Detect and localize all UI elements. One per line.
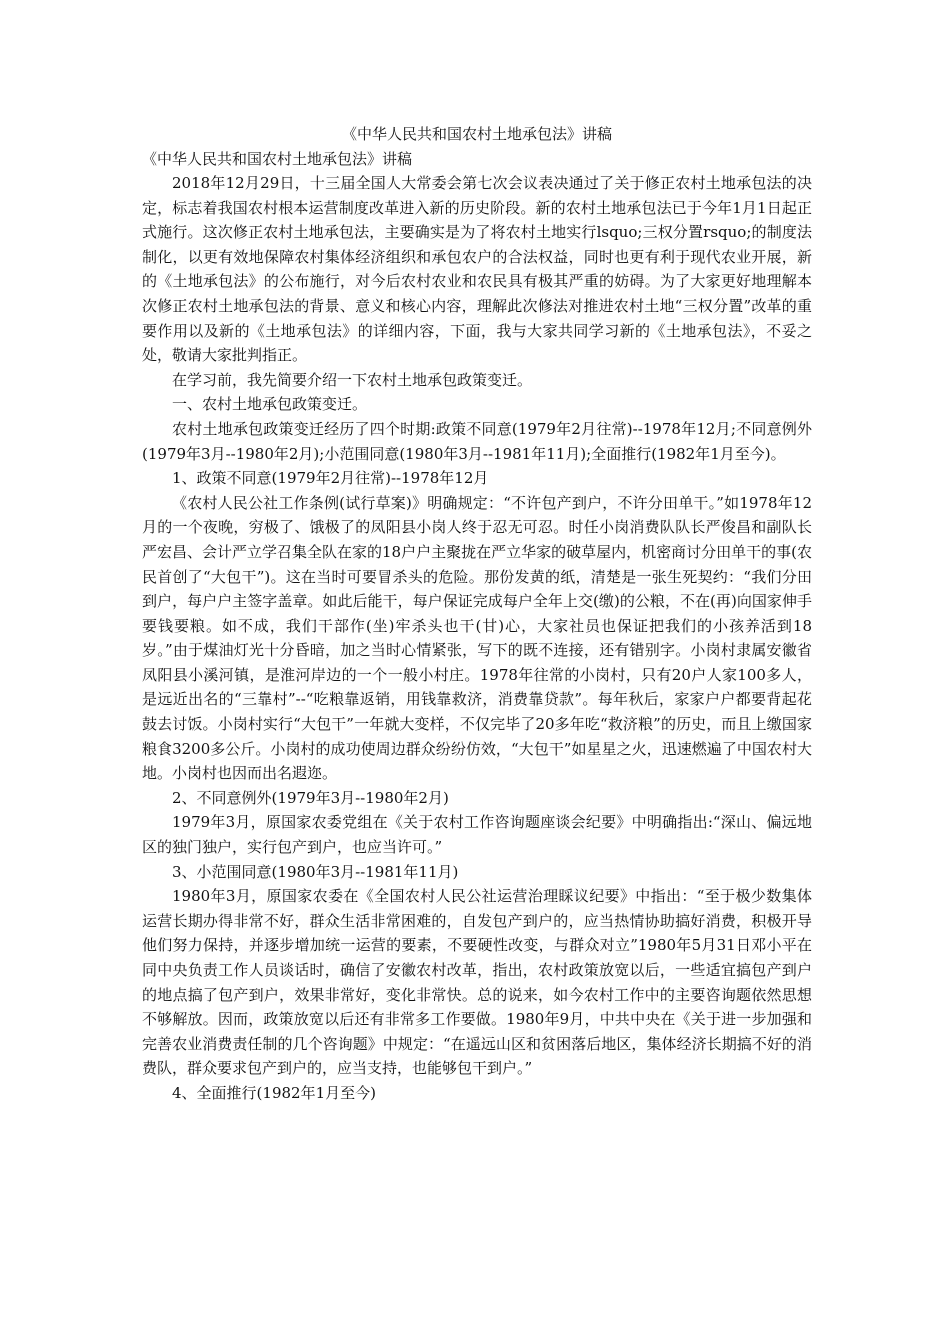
section-heading: 2、不同意例外(1979年3月--1980年2月) (172, 788, 449, 807)
body-paragraph: 农村土地承包政策变迁经历了四个时期:政策不同意(1979年2月往常)--1978年12月;不同意例外(1979年3月--1980年2月);小范围同意(1980年3月--1981年11月);全面推行(1982年1月至今)。 (142, 419, 812, 463)
section-heading: 一、农村土地承包政策变迁。 (172, 395, 368, 414)
body-paragraph: 1979年3月，原国家农委党组在《关于农村工作咨询题座谈会纪要》中明确指出:“深山、偏远地区的独门独户，实行包产到户，也应当许可。” (142, 813, 812, 857)
body-paragraph: 1980年3月，原国家农委在《全国农村人民公社运营治理睬议纪要》中指出：“至于极少数集体运营长期办得非常不好，群众生活非常困难的，自发包产到户的，应当热情协助搞好消费，积极开导他们努力保持，并逐步增加统一运营的要素，不要硬性改变，与群众对立”1980年5月31日邓小平在同中央负责工作人员谈话时，确信了安徽农村改革，指出，农村政策放宽以后，一些适宜搞包产到户的地点搞了包产到户，效果非常好，变化非常快。总的说来，如今农村工作中的主要咨询题依然思想不够解放。因而，政策放宽以后还有非常多工作要做。1980年9月，中共中央在《关于进一步加强和完善农业消费责任制的几个咨询题》中规定：“在遥远山区和贫困落后地区，集体经济长期搞不好的消费队，群众要求包产到户的，应当支持，也能够包干到户。” (142, 887, 812, 1078)
body-paragraph: 在学习前，我先简要介绍一下农村土地承包政策变迁。 (172, 370, 533, 389)
section-heading: 3、小范围同意(1980年3月--1981年11月) (172, 862, 459, 881)
section-heading: 1、政策不同意(1979年2月往常)--1978年12月 (172, 469, 489, 488)
body-paragraph: 2018年12月29日，十三届全国人大常委会第七次会议表决通过了关于修正农村土地承包法的决定，标志着我国农村根本运营制度改革进入新的历史阶段。新的农村土地承包法已于今年1月1日起正式施行。这次修正农村土地承包法，主要确实是为了将农村土地实行lsquo;三权分置rsquo;的制度法制化，以更有效地保障农村集体经济组织和承包农户的合法权益，同时也更有利于现代农业开展，新的《土地承包法》的公布施行，对今后农村农业和农民具有极其严重的妨碍。为了大家更好地理解本次修正农村土地承包法的背景、意义和核心内容，理解此次修法对推进农村土地“三权分置”改革的重要作用以及新的《土地承包法》的详细内容，下面，我与大家共同学习新的《土地承包法》，不妥之处，敬请大家批判指正。 (142, 174, 812, 365)
document-title: 《中华人民共和国农村土地承包法》讲稿 (341, 125, 612, 143)
body-paragraph: 《农村人民公社工作条例(试行草案)》明确规定：“不许包产到户，不许分田单干。”如1978年12月的一个夜晚，穷极了、饿极了的凤阳县小岗人终于忍无可忍。时任小岗消费队队长严俊昌和副队长严宏昌、会计严立学召集全队在家的18户户主聚拢在严立华家的破草屋内，机密商讨分田单干的事(农民首创了“大包干”)。这在当时可要冒杀头的危险。那份发黄的纸，清楚是一张生死契约：“我们分田到户，每户户主签字盖章。如此后能干，每户保证完成每户全年上交(缴)的公粮，不在(再)向国家伸手要钱要粮。如不成，我们干部作(坐)牢杀头也干(甘)心，大家社员也保证把我们的小孩养活到18岁。”由于煤油灯光十分昏暗，加之当时心情紧张，写下的既不连接，还有错别字。小岗村隶属安徽省凤阳县小溪河镇，是淮河岸边的一个一般小村庄。1978年往常的小岗村，只有20户人家100多人，是远近出名的“三靠村”--“吃粮靠返销，用钱靠救济，消费靠贷款”。每年秋后，家家户户都要背起花鼓去讨饭。小岗村实行“大包干”一年就大变样，不仅完毕了20多年吃“救济粮”的历史，而且上缴国家粮食3200多公斤。小岗村的成功使周边群众纷纷仿效，“大包干”如星星之火，迅速燃遍了中国农村大地。小岗村也因而出名遐迩。 (142, 493, 812, 783)
document-page (142, 121, 812, 1106)
document-subtitle: 《中华人民共和国农村土地承包法》讲稿 (142, 150, 413, 168)
section-heading: 4、全面推行(1982年1月至今) (172, 1083, 376, 1102)
document-body (142, 171, 812, 1106)
